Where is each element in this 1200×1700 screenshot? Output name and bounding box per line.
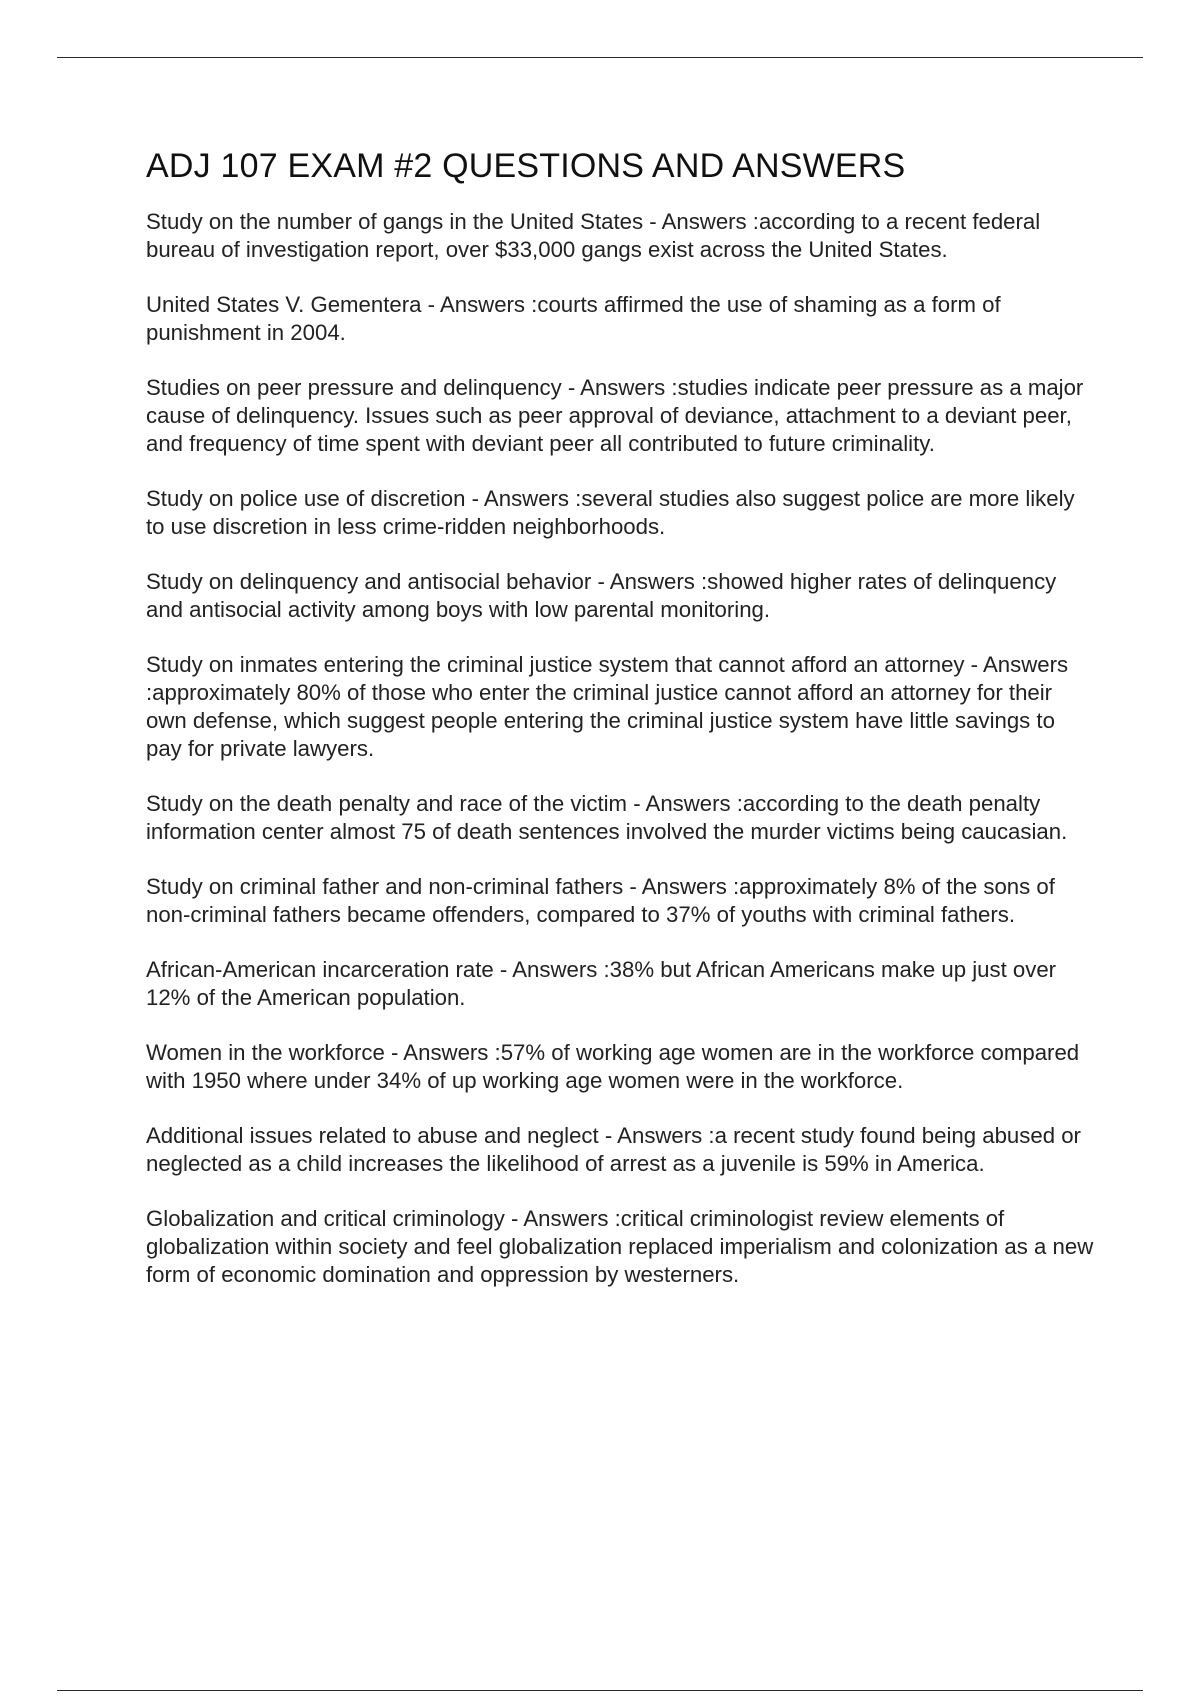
qa-entry: Study on criminal father and non-criminal fathers - Answers :approximately 8% of the sons of non-criminal fathers became offenders, compared to 37% of youths with criminal fathers.: [146, 874, 1055, 927]
qa-entry: African-American incarceration rate - Answers :38% but African Americans make up just over 12% of the American population.: [146, 957, 1057, 1010]
qa-entry: Globalization and critical criminology - Answers :critical criminologist review elements of globalization within society and feel globalization replaced imperialism and colonization as a new form of economic domination and oppression by westerners.: [146, 1206, 1094, 1287]
qa-entry: Study on police use of discretion - Answers :several studies also suggest police are more likely to use discretion in less crime-ridden neighborhoods.: [146, 486, 1075, 539]
qa-entry: United States V. Gementera - Answers :courts affirmed the use of shaming as a form of punishment in 2004.: [146, 292, 1001, 345]
qa-entry: Studies on peer pressure and delinquency - Answers :studies indicate peer pressure as a major cause of delinquency. Issues such as peer approval of deviance, attachment to a deviant peer, and frequency of time spent with deviant peer all contributed to future criminality.: [146, 375, 1084, 456]
qa-entry: Study on the death penalty and race of the victim - Answers :according to the death penalty information center almost 75 of death sentences involved the murder victims being caucasian.: [146, 791, 1068, 844]
qa-entry: Study on delinquency and antisocial behavior - Answers :showed higher rates of delinquency and antisocial activity among boys with low parental monitoring.: [146, 569, 1057, 622]
qa-entry: Additional issues related to abuse and neglect - Answers :a recent study found being abused or neglected as a child increases the likelihood of arrest as a juvenile is 59% in America.: [146, 1123, 1081, 1176]
bottom-divider: [57, 1690, 1143, 1691]
qa-entry: Study on inmates entering the criminal justice system that cannot afford an attorney - Answers :approximately 80% of those who enter the criminal justice cannot afford an attorney for their own defense, which suggest people entering the criminal justice system have little savings to pay for private lawyers.: [146, 652, 1069, 761]
document-body: [146, 146, 1096, 1316]
top-divider: [57, 57, 1143, 58]
qa-entry: Women in the workforce - Answers :57% of working age women are in the workforce compared with 1950 where under 34% of up working age women were in the workforce.: [146, 1040, 1080, 1093]
page-title: ADJ 107 EXAM #2 QUESTIONS AND ANSWERS: [146, 147, 906, 185]
qa-entry: Study on the number of gangs in the United States - Answers :according to a recent federal bureau of investigation report, over $33,000 gangs exist across the United States.: [146, 209, 1041, 262]
